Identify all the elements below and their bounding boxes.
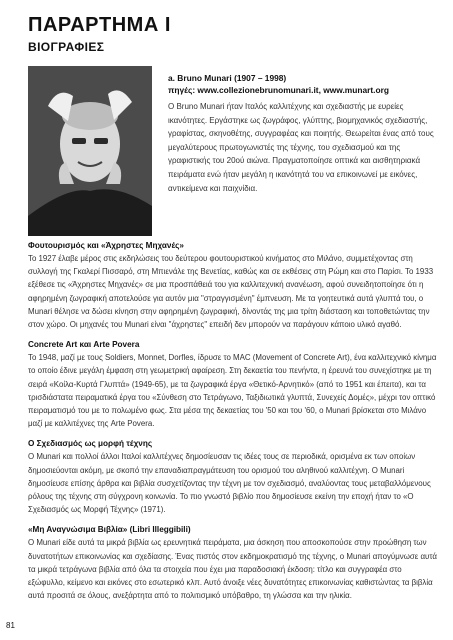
section-title: «Μη Αναγνώσιμα Βιβλία» (Libri Illeggibili) [28,525,191,535]
bio-heading [168,72,438,96]
section-title: Ο Σχεδιασμός ως μορφή τέχνης [28,439,153,449]
section-text: Το 1948, μαζί με τους Soldiers, Monnet, Dorfles, ίδρυσε το MAC (Movement of Concrete Art), ένα καλλιτεχνικό κίνημα το οποίο έδινε μεγάλη έμφαση στη γεωμετρική αφαίρεση. Στη δεκαετία του πενήντα, η έρευνά του συνεχίστηκε με τη σειρά «Κοίλα-Κυρτά Γλυπτά» (1949-65), με τα ζωγραφικά έργα «Θετικό-Αρνητικό» (από το 1951 και έπειτα), και τα τρισδιάστατα πειραματικά έργα του «Σύνθεση στο Τετράγωνο, Ταξιδιωτικά γλυπτά, Συνεχείς Δομές», μέχρι τον οπτικό πειραματισμό του με το πολωμένο φως. Στα μέσα της δεκαετίας του '50 και του '60, ο Munari βρίσκεται στο Μιλάνο μαζί με καλλιτέχνες της Arte Povera. [28,353,437,429]
body-sections [28,240,438,610]
section-text: Ο Munari και πολλοί άλλοι Ιταλοί καλλιτέχνες δημοσίευσαν τις ιδέες τους σε περιοδικά, ορισμένα εκ των οποίων δημοσιεύονται ακόμη, με σκοπό την επαναδιαπραγμάτευση του ορισμού του αληθινού καλλιτέχνη. Ο Munari δημοσίευσε επίσης άρθρα και βιβλία συσχετίζοντας την τέχνη με τον σχεδιασμό, αναλύοντας τους μεταβαλλόμενους ρόλους της τέχνης στη σύγχρονη κοινωνία. Το πιο γνωστό βιβλίο που δημοσίευσε εκείνη την εποχή ήταν το «Ο Σχεδιασμός ως Μορφή Τέχνης» (1971). [28,452,431,515]
page-subtitle: ΒΙΟΓΡΑΦΙΕΣ [28,40,105,54]
section-concrete-art [28,339,438,430]
page-number: 81 [6,621,15,630]
bio-sources-line: πηγές: www.collezionebrunomunari.it, www.munart.org [168,85,389,95]
bio-intro-paragraph: O Bruno Munari ήταν Ιταλός καλλιτέχνης και σχεδιαστής με ευρείες ικανότητες. Εργάστηκε ως ζωγράφος, γλύπτης, βιομηχανικός σχεδιαστής, γραφίστας, σκηνοθέτης, συγγραφέας και ποιητής. Θεωρείται ένας από τους μεγαλύτερους πρωτογωνιστές της τέχνης, του σχεδιασμού και της γραφιστικής του 20ού αιώνα. Πραγματοποίησε οπτικά και αισθητηριακά πειράματα ενώ ήταν μεγάλη η ικανότητά του να επικοινωνεί με εικόνες, αντικείμενα και παιχνίδια. [168,102,434,193]
section-unreadable-books [28,524,438,602]
section-text: Το 1927 έλαβε μέρος στις εκδηλώσεις του δεύτερου φουτουριστικού κινήματος στο Μιλάνο, συμμετέχοντας στη συλλογή της Γκαλερί Πισσαρό, στη Μπιενάλε της Βενετίας, καθώς και σε εκθέσεις στη Ρώμη και στο Παρίσι. Το 1933 εξέθεσε τις «Άχρηστες Μηχανές» σε μια προσπάθειά του για καλλιτεχνική ανανέωση, αφού συνειδητοποίησε ότι η αφηρημένη ζωγραφική αποτελούσε για αυτόν μια "στραγγισμένη" έμπνευση. Με τα γοητευτικά αυτά γλυπτά του, ο Munari θέλησε να δώσει κίνηση στην αφηρημένη ζωγραφική, δίνοντάς της μια τρίτη διάσταση και τοποθετώντας την στον χώρο. Οι μηχανές του Munari είναι "άχρηστες" επειδή δεν μπορούν να παράγουν κάποιο υλικό αγαθό. [28,254,434,330]
section-title: Concrete Art και Arte Povera [28,340,140,350]
section-text: Ο Munari είδε αυτά τα μικρά βιβλία ως ερευνητικά πειράματα, μια άσκηση που αποσκοπούσε στην προώθηση των δυνατοτήτων επικοινωνίας και σχεδίασης. Ένας πιστός στον εκδημοκρατισμό της τέχνης, ο Munari απογύμνωσε αυτά τα μικρά τετράγωνα βιβλία από όλα τα στοιχεία που έχει μια παραδοσιακή έκδοση: τίτλο και συγγραφέα στο εξώφυλλο, κείμενο και εικόνες στο εσωτερικό κλπ. Αυτό άνοιξε νέες δυνατότητες επικοινωνίας καθιστώντας τα βιβλία αυτά προσιτά σε όλους, ανεξάρτητα από το πολιτισμικό υπόβαθρο, τη γλώσσα και την ηλικία. [28,538,437,601]
page-title: ΠΑΡΑΡΤΗΜΑ Ι [28,14,171,36]
section-futurism [28,240,438,331]
section-title: Φουτουρισμός και «Άχρηστες Μηχανές» [28,241,184,250]
section-design-as-art [28,438,438,516]
munari-portrait-photo [28,66,152,236]
bio-name-line: a. Bruno Munari (1907 – 1998) [168,73,287,83]
